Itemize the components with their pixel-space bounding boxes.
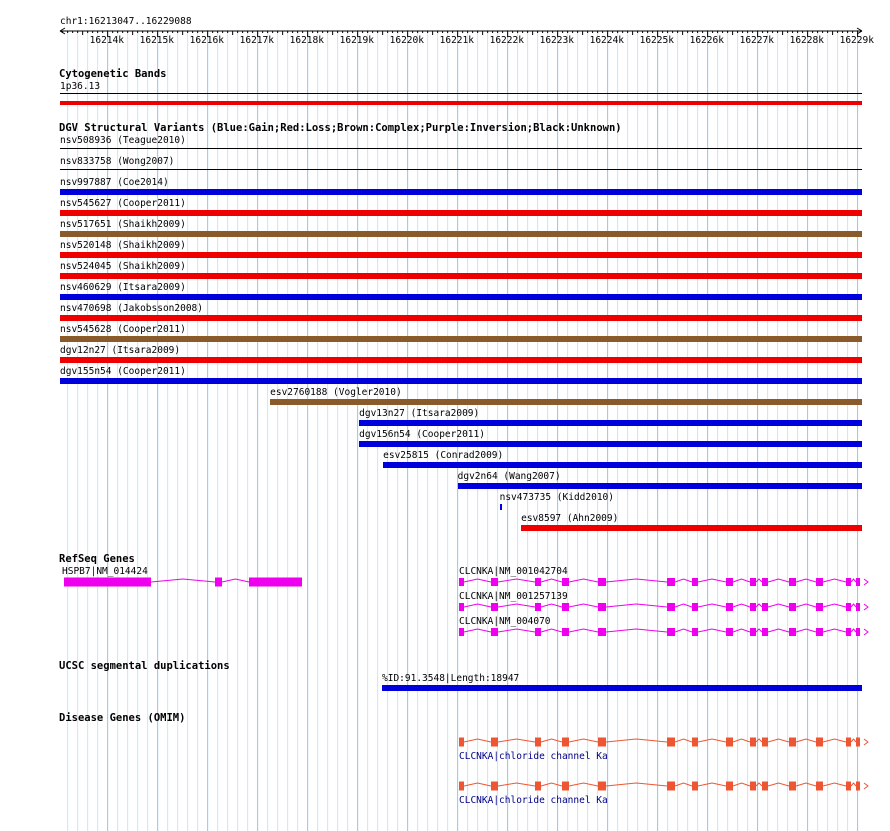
exon-block bbox=[846, 738, 851, 747]
ruler-tick-label: 16219k bbox=[339, 35, 374, 46]
dgv-variant-label[interactable]: nsv545627 (Cooper2011) bbox=[60, 198, 186, 209]
cytoband-track-title: Cytogenetic Bands bbox=[59, 68, 167, 80]
dgv-variant-label[interactable]: dgv13n27 (Itsara2009) bbox=[359, 408, 480, 419]
dgv-variant-bar[interactable] bbox=[60, 336, 862, 342]
exon-block bbox=[459, 603, 464, 611]
dgv-variant-bar[interactable] bbox=[60, 231, 862, 237]
exon-block bbox=[846, 578, 851, 586]
intron-line bbox=[756, 783, 762, 786]
intron-line bbox=[464, 629, 491, 632]
intron-line bbox=[606, 604, 667, 607]
exon-block bbox=[215, 578, 222, 587]
dgv-variant-label[interactable]: dgv155n54 (Cooper2011) bbox=[60, 366, 186, 377]
exon-block bbox=[846, 782, 851, 791]
dgv-variant-bar[interactable] bbox=[500, 504, 502, 510]
intron-line bbox=[851, 579, 856, 582]
exon-block bbox=[750, 603, 756, 611]
exon-block bbox=[726, 578, 733, 586]
exon-block bbox=[692, 782, 698, 791]
exon-block bbox=[750, 628, 756, 636]
exon-block bbox=[856, 738, 860, 747]
strand-arrow bbox=[864, 783, 868, 789]
intron-line bbox=[756, 629, 762, 632]
refseq-gene-label[interactable]: CLCNKA|NM_001042704 bbox=[459, 566, 568, 577]
exon-block bbox=[598, 782, 606, 791]
exon-block bbox=[789, 603, 796, 611]
intron-line bbox=[151, 579, 215, 582]
intron-line bbox=[541, 739, 562, 742]
ruler-tick-label: 16218k bbox=[289, 35, 324, 46]
exon-block bbox=[816, 628, 823, 636]
intron-line bbox=[675, 783, 692, 786]
intron-line bbox=[698, 783, 726, 786]
exon-block bbox=[535, 578, 541, 586]
strand-arrow bbox=[864, 739, 868, 745]
exon-block bbox=[692, 628, 698, 636]
exon-block bbox=[750, 782, 756, 791]
exon-block bbox=[491, 603, 498, 611]
ruler-tick-label: 16225k bbox=[639, 35, 674, 46]
ruler-tick-label: 16229k bbox=[839, 35, 874, 46]
intron-line bbox=[823, 604, 846, 607]
intron-line bbox=[498, 783, 535, 786]
dgv-variant-label[interactable]: nsv508936 (Teague2010) bbox=[60, 135, 186, 146]
exon-block bbox=[856, 603, 860, 611]
dgv-variant-label[interactable]: nsv473735 (Kidd2010) bbox=[499, 492, 614, 503]
intron-line bbox=[569, 579, 598, 582]
intron-line bbox=[675, 579, 692, 582]
exon-block bbox=[491, 738, 498, 747]
exon-block bbox=[816, 578, 823, 586]
dgv-variant-bar[interactable] bbox=[60, 148, 862, 149]
dgv-variant-label[interactable]: nsv520148 (Shaikh2009) bbox=[60, 240, 186, 251]
exon-block bbox=[789, 628, 796, 636]
intron-line bbox=[498, 579, 535, 582]
intron-line bbox=[569, 783, 598, 786]
intron-line bbox=[698, 579, 726, 582]
exon-block bbox=[692, 738, 698, 747]
ruler-tick-label: 16214k bbox=[89, 35, 124, 46]
refseq-gene-label[interactable]: HSPB7|NM_014424 bbox=[62, 566, 148, 577]
dgv-variant-label[interactable]: esv8597 (Ahn2009) bbox=[521, 513, 619, 524]
exon-block bbox=[692, 603, 698, 611]
intron-line bbox=[541, 579, 562, 582]
intron-line bbox=[756, 739, 762, 742]
intron-line bbox=[498, 629, 535, 632]
dgv-variant-bar[interactable] bbox=[60, 357, 862, 363]
exon-block bbox=[750, 738, 756, 747]
ruler-tick-label: 16217k bbox=[239, 35, 274, 46]
exon-block bbox=[598, 578, 606, 586]
dgv-variant-bar[interactable] bbox=[359, 420, 862, 426]
intron-line bbox=[498, 739, 535, 742]
exon-block bbox=[562, 603, 569, 611]
ruler-tick-label: 16227k bbox=[739, 35, 774, 46]
intron-line bbox=[222, 579, 249, 582]
strand-arrow bbox=[864, 629, 868, 635]
exon-block bbox=[762, 578, 768, 586]
segdup-bar[interactable] bbox=[382, 685, 862, 691]
dgv-variant-label[interactable]: nsv517651 (Shaikh2009) bbox=[60, 219, 186, 230]
dgv-variant-label[interactable]: dgv12n27 (Itsara2009) bbox=[60, 345, 181, 356]
dgv-variant-label[interactable]: dgv156n54 (Cooper2011) bbox=[359, 429, 485, 440]
exon-block bbox=[762, 628, 768, 636]
intron-line bbox=[698, 629, 726, 632]
exon-block bbox=[816, 738, 823, 747]
dgv-variant-label[interactable]: nsv997887 (Coe2014) bbox=[60, 177, 169, 188]
intron-line bbox=[733, 739, 750, 742]
dgv-variant-bar[interactable] bbox=[521, 525, 862, 531]
exon-block bbox=[491, 628, 498, 636]
intron-line bbox=[768, 604, 789, 607]
exon-block bbox=[856, 628, 860, 636]
intron-line bbox=[569, 629, 598, 632]
ruler-tick-label: 16223k bbox=[539, 35, 574, 46]
exon-block bbox=[762, 738, 768, 747]
intron-line bbox=[675, 604, 692, 607]
ruler-tick-label: 16228k bbox=[789, 35, 824, 46]
ruler-tick-label: 16216k bbox=[189, 35, 224, 46]
exon-block bbox=[598, 738, 606, 747]
intron-line bbox=[768, 579, 789, 582]
dgv-variant-label[interactable]: nsv833758 (Wong2007) bbox=[60, 156, 175, 167]
exon-block bbox=[459, 628, 464, 636]
strand-arrow bbox=[864, 604, 868, 610]
dgv-variant-label[interactable]: nsv460629 (Itsara2009) bbox=[60, 282, 186, 293]
intron-line bbox=[569, 739, 598, 742]
dgv-variant-bar[interactable] bbox=[60, 315, 862, 321]
intron-line bbox=[768, 783, 789, 786]
exon-block bbox=[459, 782, 464, 791]
exon-block bbox=[856, 578, 860, 586]
exon-block bbox=[789, 738, 796, 747]
exon-block bbox=[726, 738, 733, 747]
intron-line bbox=[733, 579, 750, 582]
omim-track-title: Disease Genes (OMIM) bbox=[59, 712, 186, 724]
omim-gene-models[interactable] bbox=[0, 732, 890, 802]
omim-gene-label[interactable]: CLCNKA|chloride channel Ka bbox=[459, 751, 608, 762]
intron-line bbox=[796, 783, 816, 786]
ruler-tick-label: 16215k bbox=[139, 35, 174, 46]
exon-block bbox=[816, 603, 823, 611]
intron-line bbox=[796, 629, 816, 632]
dgv-variant-bar[interactable] bbox=[458, 483, 862, 489]
exon-block bbox=[459, 738, 464, 747]
ruler-tick-label: 16222k bbox=[489, 35, 524, 46]
strand-arrow bbox=[864, 579, 868, 585]
intron-line bbox=[498, 604, 535, 607]
ruler-tick-label: 16226k bbox=[689, 35, 724, 46]
exon-block bbox=[598, 603, 606, 611]
refseq-gene-models[interactable] bbox=[0, 570, 890, 645]
intron-line bbox=[464, 604, 491, 607]
intron-line bbox=[541, 604, 562, 607]
cytoband-highlight[interactable] bbox=[60, 101, 862, 105]
exon-block bbox=[726, 628, 733, 636]
segdup-label[interactable]: %ID:91.3548|Length:18947 bbox=[382, 673, 520, 684]
exon-block bbox=[762, 782, 768, 791]
intron-line bbox=[606, 629, 667, 632]
exon-block bbox=[491, 782, 498, 791]
intron-line bbox=[851, 629, 856, 632]
intron-line bbox=[464, 579, 491, 582]
exon-block bbox=[789, 782, 796, 791]
dgv-variant-bar[interactable] bbox=[383, 462, 862, 468]
exon-block bbox=[762, 603, 768, 611]
intron-line bbox=[569, 604, 598, 607]
intron-line bbox=[606, 783, 667, 786]
intron-line bbox=[733, 629, 750, 632]
intron-line bbox=[796, 604, 816, 607]
intron-line bbox=[768, 629, 789, 632]
dgv-variant-label[interactable]: esv2760188 (Vogler2010) bbox=[270, 387, 402, 398]
segdup-track-title: UCSC segmental duplications bbox=[59, 660, 230, 672]
intron-line bbox=[541, 629, 562, 632]
omim-gene-label[interactable]: CLCNKA|chloride channel Ka bbox=[459, 795, 608, 806]
exon-block bbox=[535, 738, 541, 747]
intron-line bbox=[851, 783, 856, 786]
exon-block bbox=[667, 628, 675, 636]
ruler-range-label: chr1:16213047..16229088 bbox=[60, 16, 192, 27]
exon-block bbox=[846, 628, 851, 636]
exon-block bbox=[562, 578, 569, 586]
intron-line bbox=[756, 579, 762, 582]
exon-block bbox=[692, 578, 698, 586]
exon-block bbox=[491, 578, 498, 586]
exon-block bbox=[667, 738, 675, 747]
exon-block bbox=[562, 782, 569, 791]
intron-line bbox=[733, 783, 750, 786]
exon-block bbox=[535, 782, 541, 791]
intron-line bbox=[796, 739, 816, 742]
exon-block bbox=[750, 578, 756, 586]
intron-line bbox=[823, 579, 846, 582]
dgv-variant-bar[interactable] bbox=[60, 189, 862, 195]
exon-block bbox=[667, 603, 675, 611]
exon-block bbox=[598, 628, 606, 636]
dgv-variant-bar[interactable] bbox=[359, 441, 862, 447]
cytoband-bar[interactable] bbox=[60, 93, 862, 94]
dgv-variant-bar[interactable] bbox=[60, 294, 862, 300]
exon-block bbox=[562, 738, 569, 747]
exon-block bbox=[535, 603, 541, 611]
dgv-variant-label[interactable]: nsv470698 (Jakobsson2008) bbox=[60, 303, 203, 314]
refseq-gene-label[interactable]: CLCNKA|NM_001257139 bbox=[459, 591, 568, 602]
exon-block bbox=[667, 578, 675, 586]
intron-line bbox=[823, 783, 846, 786]
exon-block bbox=[789, 578, 796, 586]
exon-block bbox=[856, 782, 860, 791]
exon-block bbox=[64, 578, 151, 587]
dgv-variant-bar[interactable] bbox=[60, 252, 862, 258]
intron-line bbox=[823, 739, 846, 742]
intron-line bbox=[698, 604, 726, 607]
ruler-tick-label: 16221k bbox=[439, 35, 474, 46]
exon-block bbox=[667, 782, 675, 791]
exon-block bbox=[816, 782, 823, 791]
ruler-tick-label: 16220k bbox=[389, 35, 424, 46]
exon-block bbox=[535, 628, 541, 636]
exon-block bbox=[726, 603, 733, 611]
dgv-variant-label[interactable]: nsv524045 (Shaikh2009) bbox=[60, 261, 186, 272]
intron-line bbox=[733, 604, 750, 607]
exon-block bbox=[726, 782, 733, 791]
dgv-variant-label[interactable]: dgv2n64 (Wang2007) bbox=[457, 471, 561, 482]
intron-line bbox=[756, 604, 762, 607]
exon-block bbox=[459, 578, 464, 586]
exon-block bbox=[249, 578, 302, 587]
dgv-variant-bar[interactable] bbox=[60, 273, 862, 279]
intron-line bbox=[606, 739, 667, 742]
ruler-tick-label: 16224k bbox=[589, 35, 624, 46]
intron-line bbox=[796, 579, 816, 582]
refseq-gene-label[interactable]: CLCNKA|NM_004070 bbox=[459, 616, 551, 627]
intron-line bbox=[851, 604, 856, 607]
dgv-variant-bar[interactable] bbox=[60, 378, 862, 384]
dgv-track-title: DGV Structural Variants (Blue:Gain;Red:Loss;Brown:Complex;Purple:Inversion;Black:Unknown) bbox=[59, 122, 622, 134]
dgv-variant-label[interactable]: esv25815 (Conrad2009) bbox=[383, 450, 504, 461]
intron-line bbox=[606, 579, 667, 582]
dgv-variant-bar[interactable] bbox=[60, 169, 862, 170]
intron-line bbox=[851, 739, 856, 742]
cytoband-label[interactable]: 1p36.13 bbox=[60, 81, 101, 92]
intron-line bbox=[768, 739, 789, 742]
dgv-variant-label[interactable]: nsv545628 (Cooper2011) bbox=[60, 324, 186, 335]
refseq-track-title: RefSeq Genes bbox=[59, 553, 135, 565]
intron-line bbox=[464, 783, 491, 786]
intron-line bbox=[675, 629, 692, 632]
exon-block bbox=[562, 628, 569, 636]
intron-line bbox=[823, 629, 846, 632]
intron-line bbox=[698, 739, 726, 742]
dgv-variant-bar[interactable] bbox=[270, 399, 862, 405]
intron-line bbox=[675, 739, 692, 742]
exon-block bbox=[846, 603, 851, 611]
dgv-variant-bar[interactable] bbox=[60, 210, 862, 216]
intron-line bbox=[464, 739, 491, 742]
intron-line bbox=[541, 783, 562, 786]
